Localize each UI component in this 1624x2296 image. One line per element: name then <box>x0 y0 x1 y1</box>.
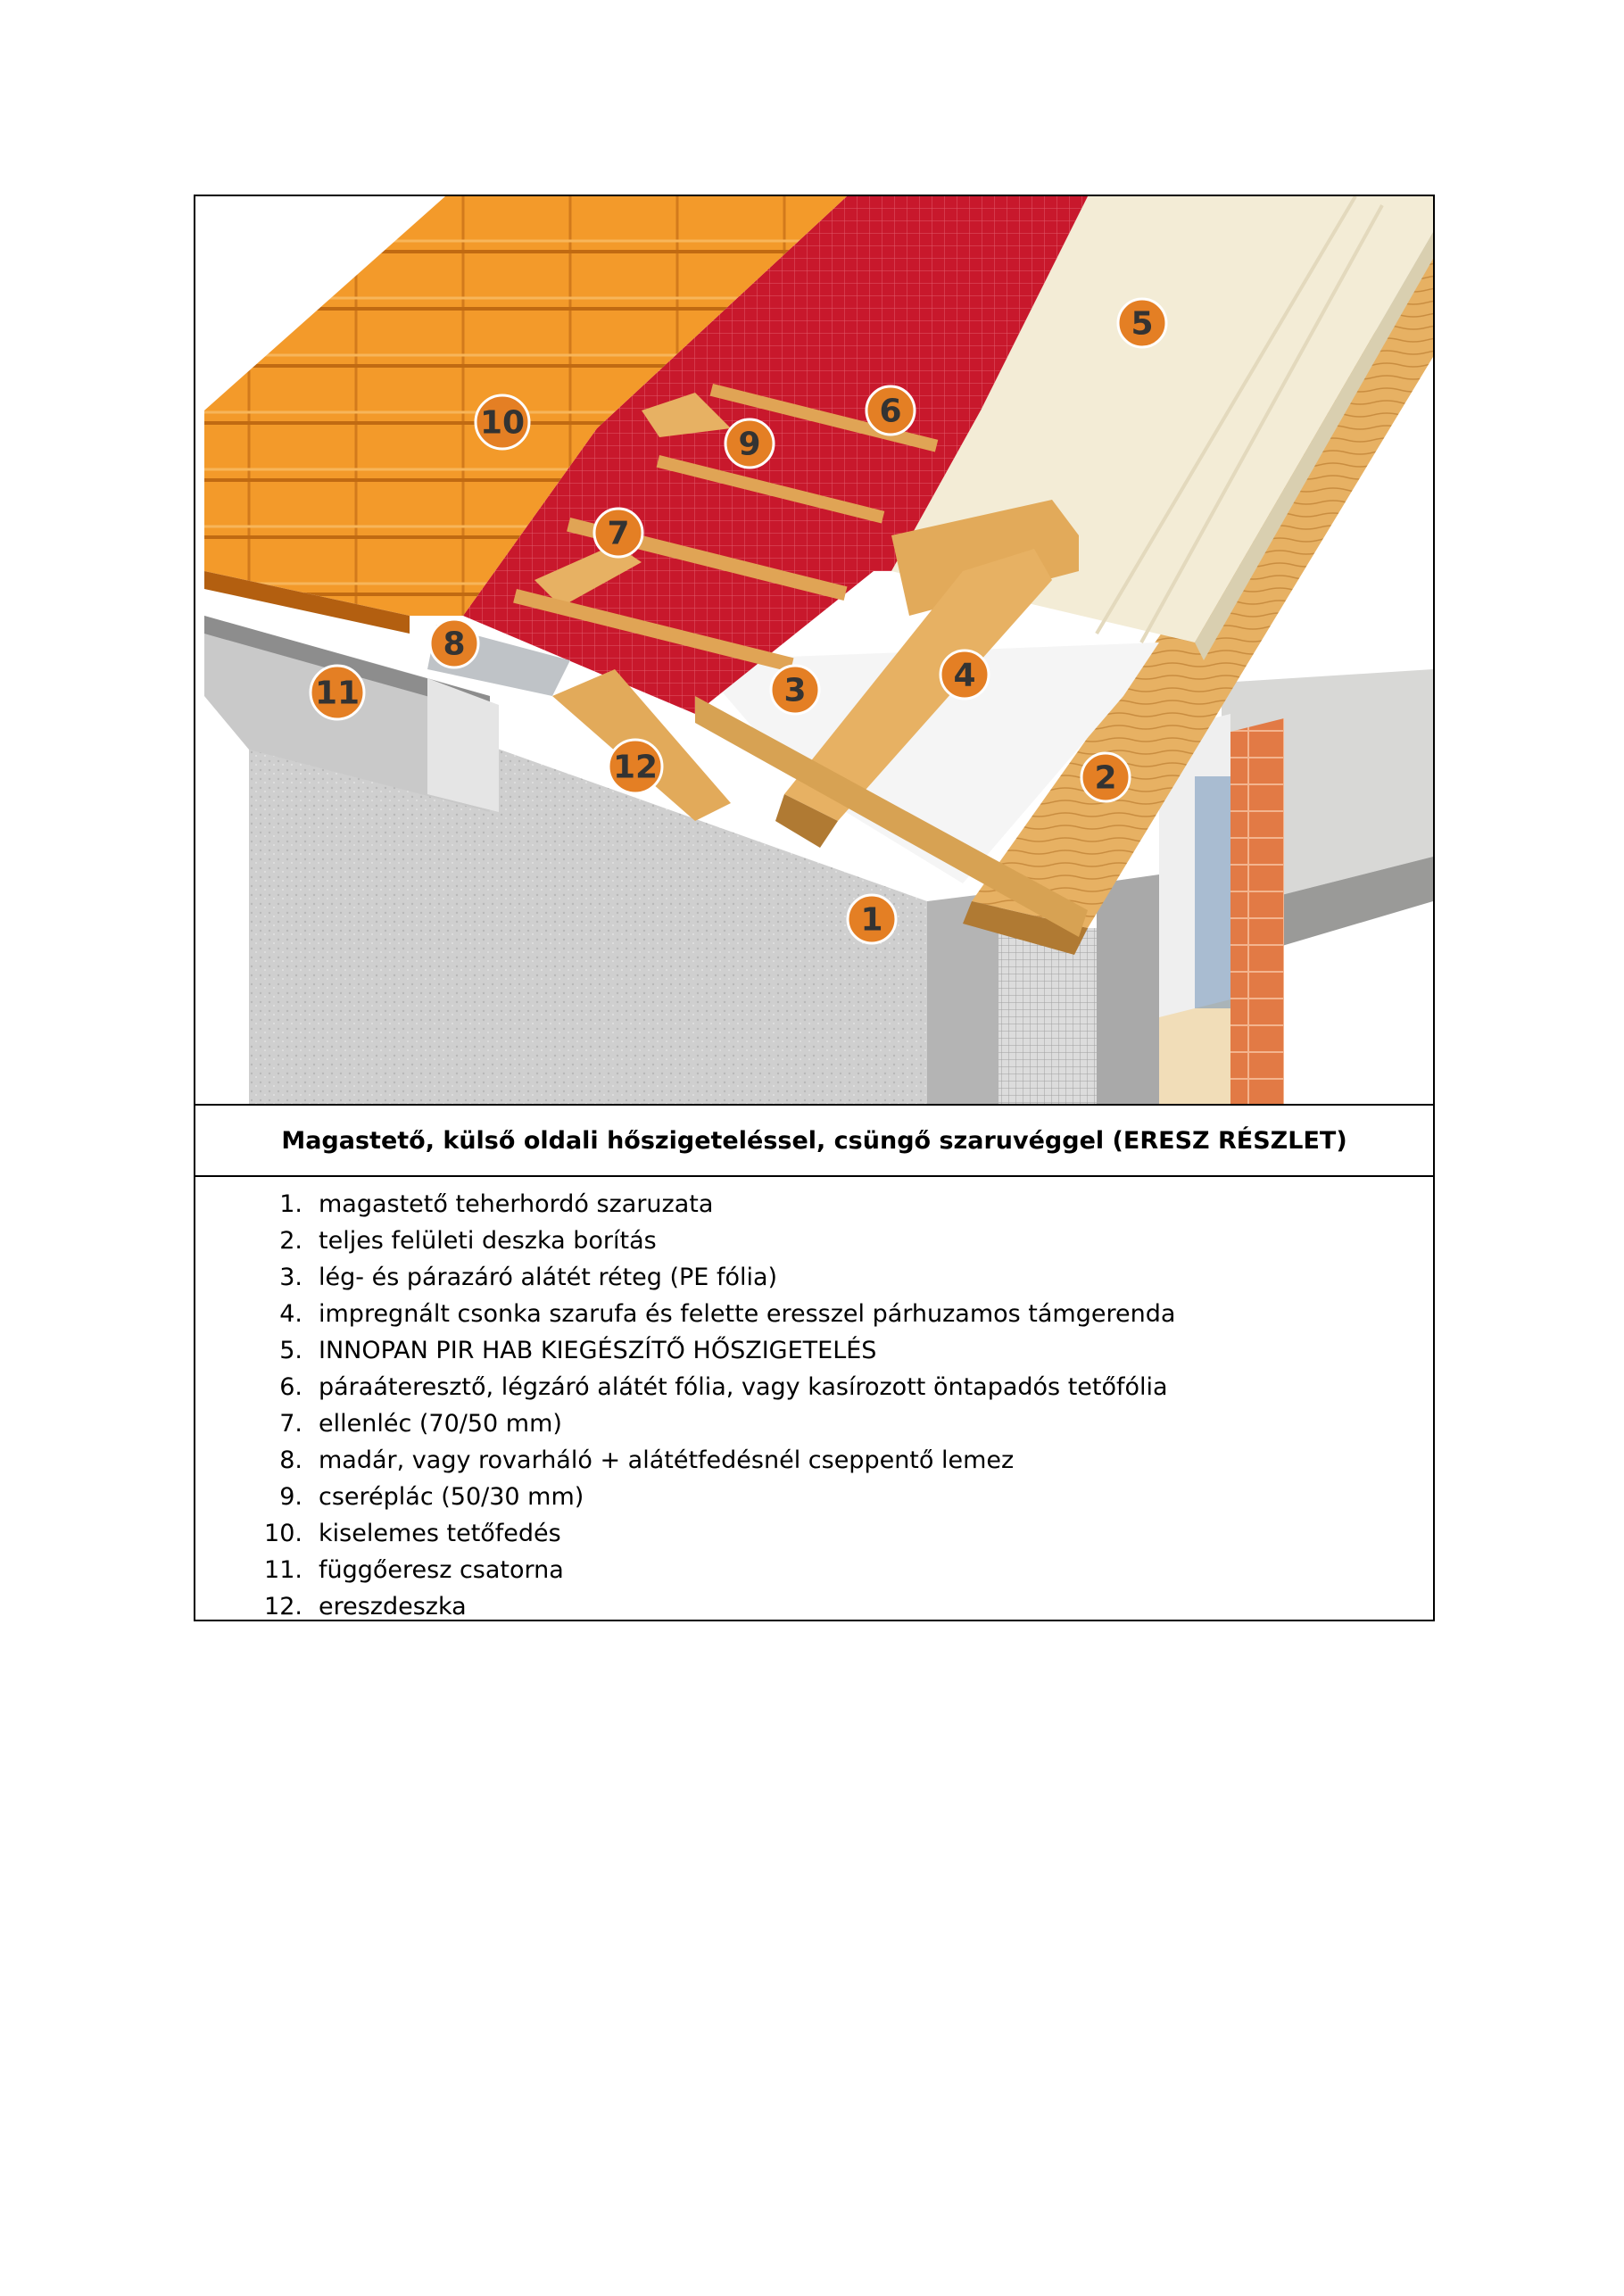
svg-text:7: 7 <box>607 515 630 552</box>
legend-text: madár, vagy rovarháló + alátétfedésnél cseppentő lemez <box>319 1446 1015 1474</box>
legend-item <box>195 1332 1433 1369</box>
legend-item <box>195 1442 1433 1479</box>
wall-insulation-core <box>1097 874 1159 1104</box>
legend-text: függőeresz csatorna <box>319 1556 564 1584</box>
legend-item <box>195 1405 1433 1442</box>
legend-item <box>195 1515 1433 1552</box>
marker-9 <box>725 419 774 468</box>
svg-text:9: 9 <box>738 426 761 463</box>
svg-text:10: 10 <box>479 404 526 442</box>
legend-text: teljes felületi deszka borítás <box>319 1227 657 1255</box>
legend-list <box>195 1179 1433 1623</box>
legend-text: INNOPAN PIR HAB KIEGÉSZÍTŐ HŐSZIGETELÉS <box>319 1337 877 1364</box>
svg-text:1: 1 <box>860 901 883 939</box>
legend-item <box>195 1186 1433 1223</box>
legend-number: 7. <box>279 1410 302 1438</box>
caption-row <box>195 1104 1433 1177</box>
legend-item <box>195 1369 1433 1405</box>
legend-text: lég- és párazáró alátét réteg (PE fólia) <box>319 1264 778 1291</box>
legend-number: 2. <box>279 1227 302 1255</box>
roof-eave-drawing <box>195 196 1433 1104</box>
roof-eave-illustration <box>195 196 1433 1104</box>
svg-text:5: 5 <box>1131 305 1154 343</box>
svg-text:3: 3 <box>783 672 807 709</box>
legend-text: páraáteresztő, légzáró alátét fólia, vagy kasírozott öntapadós tetőfólia <box>319 1373 1168 1401</box>
marker-4 <box>940 651 989 699</box>
legend-text: kiselemes tetőfedés <box>319 1520 561 1547</box>
legend-number: 11. <box>264 1556 302 1584</box>
diagram-caption: Magastető, külső oldali hőszigeteléssel, csüngő szaruvéggel (ERESZ RÉSZLET) <box>281 1126 1347 1155</box>
legend-item <box>195 1588 1433 1625</box>
legend-text: ereszdeszka <box>319 1593 467 1620</box>
legend-number: 9. <box>279 1483 302 1511</box>
marker-10 <box>476 395 529 449</box>
marker-2 <box>1081 753 1130 801</box>
legend-number: 1. <box>279 1190 302 1218</box>
legend-number: 3. <box>279 1264 302 1291</box>
diagram-frame <box>194 195 1435 1621</box>
legend-number: 4. <box>279 1300 302 1328</box>
legend-item <box>195 1479 1433 1515</box>
marker-5 <box>1118 299 1166 347</box>
legend-item <box>195 1259 1433 1296</box>
wall-mesh <box>998 928 1097 1104</box>
legend-item <box>195 1552 1433 1588</box>
legend-number: 12. <box>264 1593 302 1620</box>
marker-1 <box>848 895 896 943</box>
brick-wall <box>1230 718 1284 1104</box>
svg-text:12: 12 <box>612 749 659 786</box>
marker-7 <box>594 509 642 557</box>
legend-number: 6. <box>279 1373 302 1401</box>
svg-text:8: 8 <box>443 626 466 663</box>
legend-text: magastető teherhordó szaruzata <box>319 1190 714 1218</box>
legend-number: 10. <box>264 1520 302 1547</box>
marker-8 <box>430 619 478 667</box>
legend-number: 8. <box>279 1446 302 1474</box>
legend-text: impregnált csonka szarufa és felette eresszel párhuzamos támgerenda <box>319 1300 1176 1328</box>
legend-item <box>195 1296 1433 1332</box>
svg-text:2: 2 <box>1094 759 1117 797</box>
legend-number: 5. <box>279 1337 302 1364</box>
marker-11 <box>311 666 364 719</box>
legend-text: ellenléc (70/50 mm) <box>319 1410 562 1438</box>
marker-6 <box>866 386 915 435</box>
svg-text:4: 4 <box>953 657 976 694</box>
legend-text: cseréplác (50/30 mm) <box>319 1483 584 1511</box>
legend-item <box>195 1223 1433 1259</box>
svg-text:6: 6 <box>879 393 902 430</box>
marker-3 <box>771 666 819 714</box>
marker-12 <box>609 740 662 793</box>
svg-text:11: 11 <box>314 675 360 712</box>
